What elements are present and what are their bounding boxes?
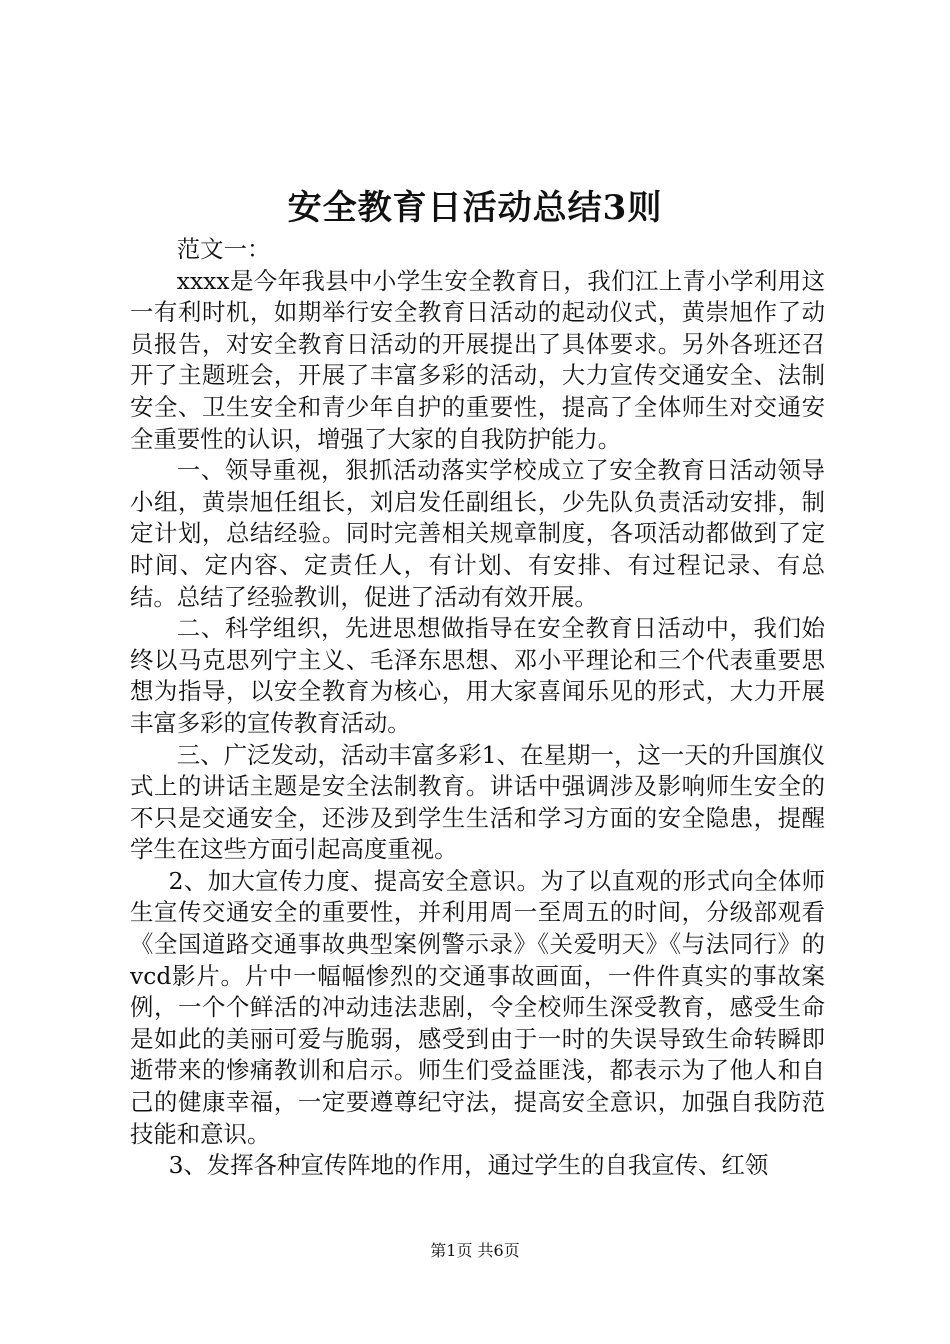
paragraph-intro: xxxx是今年我县中小学生安全教育日，我们江上青小学利用这一有利时机，如期举行安全教育日活动的起动仪式，黄崇旭作了动员报告，对安全教育日活动的开展提出了具体要求。另外各班还召开了主题班会，开展了丰富多彩的活动，大力宣传交通安全、法制安全、卫生安全和青少年自护的重要性，提高了全体师生对交通安全重要性的认识，增强了大家的自我防护能力。 xyxy=(130,266,825,453)
paragraph-section-3: 三、广泛发动，活动丰富多彩1、在星期一，这一天的升国旗仪式上的讲话主题是安全法制教育。讲话中强调涉及影响师生安全的不只是交通安全，还涉及到学生生活和学习方面的安全隐患，提醒学生在这些方面引起高度重视。 xyxy=(130,740,825,864)
paragraph-heading-fanwen: 范文一： xyxy=(176,235,271,263)
paragraph-section-2: 二、科学组织，先进思想做指导在安全教育日活动中，我们始终以马克思列宁主义、毛泽东思想、邓小平理论和三个代表重要思想为指导，以安全教育为核心，用大家喜闻乐见的形式，大力开展丰富多彩的宣传教育活动。 xyxy=(130,614,825,737)
document-title: 安全教育日活动总结3则 xyxy=(287,188,663,228)
paragraph-section-1: 一、领导重视，狠抓活动落实学校成立了安全教育日活动领导小组，黄崇旭任组长，刘启发任副组长，少先队负责活动安排，制定计划，总结经验。同时完善相关规章制度，各项活动都做到了定时间、定内容、定责任人，有计划、有安排、有过程记录、有总结。总结了经验教训，促进了活动有效开展。 xyxy=(130,456,825,611)
paragraph-item-2: 2、加大宣传力度、提高安全意识。为了以直观的形式向全体师生宣传交通安全的重要性，并利用周一至周五的时间，分级部观看《全国道路交通事故典型案例警示录》《关爱明天》《与法同行》的vcd影片。片中一幅幅惨烈的交通事故画面，一件件真实的事故案例，一个个鲜活的冲动违法悲剧，令全校师生深受教育，感受生命是如此的美丽可爱与脆弱，感受到由于一时的失误导致生命转瞬即逝带来的惨痛教训和启示。师生们受益匪浅，都表示为了他人和自己的健康幸福，一定要遵尊纪守法，提高安全意识，加强自我防范技能和意识。 xyxy=(130,866,825,1148)
paragraph-item-3: 3、发挥各种宣传阵地的作用，通过学生的自我宣传、红领 xyxy=(168,1151,769,1180)
page-number-footer: 第1页 共6页 xyxy=(430,1241,520,1260)
document-body xyxy=(130,234,825,1182)
